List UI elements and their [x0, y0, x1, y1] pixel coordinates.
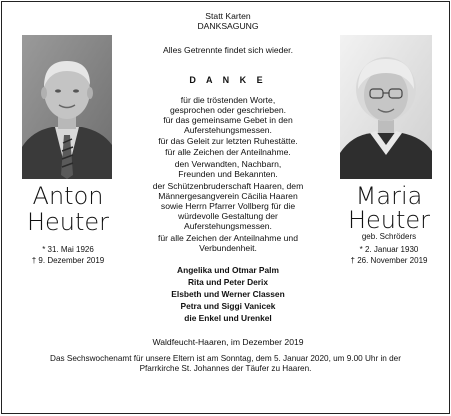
signer-name: Angelika und Otmar Palm [177, 265, 279, 275]
place-date: Waldfeucht-Haaren, im Dezember 2019 [152, 337, 304, 347]
thanks-line: für die tröstenden Worte, [180, 95, 276, 105]
left-last-name: Heuter [26, 208, 110, 236]
portrait-woman-image [340, 35, 432, 179]
thanks-line: für das gemeinsame Gebet in den [163, 115, 293, 125]
thanks-line: Männergesangverein Cäcilia Haaren [158, 191, 298, 201]
thanks-line: für alle Zeichen der Anteilnahme und [158, 233, 298, 243]
thanks-line: gesprochen oder geschrieben. [169, 105, 287, 115]
photo-maria [340, 35, 432, 179]
right-birth-name: geb. Schröders [361, 232, 417, 241]
signer-name: Elsbeth und Werner Classen [171, 289, 285, 299]
left-death-date: † 9. Dezember 2019 [31, 256, 105, 265]
thanks-line: für alle Zeichen der Anteilnahme. [165, 147, 291, 157]
center-text-column [130, 2, 326, 413]
left-first-name: Anton [32, 182, 104, 210]
thanks-line: Auferstehungsmessen. [184, 221, 272, 231]
signer-name: Rita und Peter Derix [187, 277, 269, 287]
thanks-line: Verbundenheit. [199, 243, 257, 253]
thanks-line: für das Geleit zur letzten Ruhestätte. [158, 136, 298, 146]
signer-name: die Enkel und Urenkel [184, 313, 272, 323]
header-danksagung: DANKSAGUNG [197, 21, 259, 31]
motto-text: Alles Getrennte findet sich wieder. [163, 45, 293, 55]
photo-anton [22, 35, 112, 179]
left-birth-date: * 31. Mai 1926 [42, 245, 94, 254]
thanks-line: sowie Herrn Pfarrer Vollberg für die [160, 201, 296, 211]
header-statt-karten: Statt Karten [205, 11, 251, 21]
footer-line: Das Sechswochenamt für unsere Eltern ist am Sonntag, dem 5. Januar 2020, um 9.00 Uhr in der [50, 354, 401, 363]
thanks-line: würdevolle Gestaltung der [178, 211, 278, 221]
obituary-notice [1, 1, 450, 414]
thanks-line: den Verwandten, Nachbarn, [174, 159, 282, 169]
right-death-date: † 26. November 2019 [350, 256, 428, 265]
portrait-man-image [22, 35, 112, 179]
thanks-line: der Schützenbruderschaft Haaren, dem [152, 181, 304, 191]
footer-line: Pfarrkirche St. Johannes der Täufer zu Haaren. [139, 364, 312, 373]
thanks-line: Freunden und Bekannten. [178, 169, 278, 179]
right-birth-date: * 2. Januar 1930 [359, 245, 419, 254]
signer-name: Petra und Siggi Vanicek [180, 301, 276, 311]
danke-heading: D A N K E [189, 75, 267, 85]
right-first-name: Maria [355, 182, 423, 210]
thanks-line: Auferstehungsmessen. [184, 125, 272, 135]
right-last-name: Heuter [347, 206, 431, 234]
